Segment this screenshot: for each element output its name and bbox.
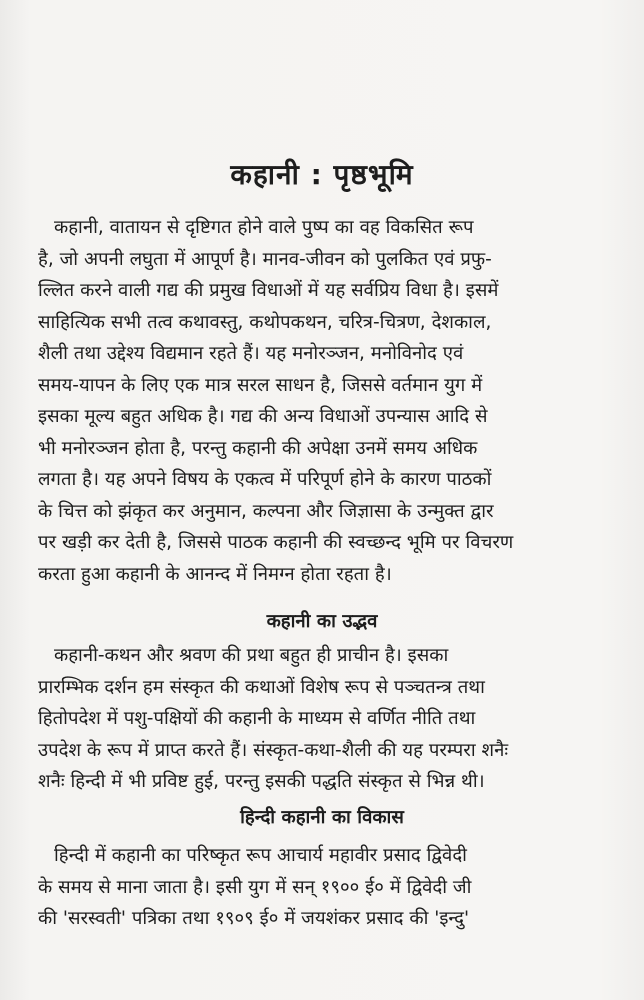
text-line: हिन्दी में कहानी का परिष्कृत रूप आचार्य महावीर प्रसाद द्विवेदी (54, 845, 467, 866)
paragraph-background (38, 212, 598, 590)
text-line: भी मनोरञ्जन होता है, परन्तु कहानी की अपेक्षा उनमें समय अधिक (38, 437, 478, 459)
text-line: कहानी-कथन और श्रवण की प्रथा बहुत ही प्राचीन है। इसका (54, 645, 449, 666)
text-line: करता हुआ कहानी के आनन्द में निमग्न होता रहता है। (38, 563, 392, 585)
text-line: ल्लित करने वाली गद्य की प्रमुख विधाओं में यह सर्वप्रिय विधा है। इसमें (38, 280, 499, 301)
text-line: लगता है। यह अपने विषय के एकत्व में परिपूर्ण होने के कारण पाठकों (38, 469, 492, 490)
text-line: प्रारम्भिक दर्शन हम संस्कृत की कथाओं विशेष रूप से पञ्चतन्त्र तथा (38, 676, 485, 698)
text-line: साहित्यिक सभी तत्व कथावस्तु, कथोपकथन, चरित्र-चित्रण, देशकाल, (38, 311, 492, 333)
text-line: के समय से माना जाता है। इसी युग में सन् १९०० ई० में द्विवेदी जी (38, 876, 472, 898)
text-line: के चित्त को झंकृत कर अनुमान, कल्पना और जिज्ञासा के उन्मुक्त द्वार (38, 500, 494, 522)
text-line: इसका मूल्य बहुत अधिक है। गद्य की अन्य विधाओं उपन्यास आदि से (38, 406, 488, 427)
paragraph-development (38, 840, 598, 935)
text-line: है, जो अपनी लघुता में आपूर्ण है। मानव-जीवन को पुलकित एवं प्रफु- (38, 248, 492, 270)
text-line: समय-यापन के लिए एक मात्र सरल साधन है, जिससे वर्तमान युग में (38, 374, 483, 396)
text-line: उपदेश के रूप में प्राप्त करते हैं। संस्कृत-कथा-शैली की यह परम्परा शनैः (38, 739, 509, 761)
text-line: शनैः हिन्दी में भी प्रविष्ट हुई, परन्तु इसकी पद्धति संस्कृत से भिन्न थी। (38, 771, 485, 792)
page-title: कहानी : पृष्ठभूमि (230, 158, 414, 191)
heading-development: हिन्दी कहानी का विकास (240, 807, 404, 828)
text-line: शैली तथा उद्देश्य विद्यमान रहते हैं। यह मनोरञ्जन, मनोविनोद एवं (38, 343, 464, 364)
heading-origin: कहानी का उद्भव (266, 611, 378, 632)
text-line: पर खड़ी कर देती है, जिससे पाठक कहानी की स्वच्छन्द भूमि पर विचरण (38, 532, 514, 553)
paragraph-origin (38, 640, 598, 798)
text-line: हितोपदेश में पशु-पक्षियों की कहानी के माध्यम से वर्णित नीति तथा (38, 708, 476, 729)
text-line: कहानी, वातायन से दृष्टिगत होने वाले पुष्प का वह विकसित रूप (54, 217, 474, 238)
text-line: की 'सरस्वती' पत्रिका तथा १९०९ ई० में जयशंकर प्रसाद की 'इन्दु' (38, 908, 470, 929)
